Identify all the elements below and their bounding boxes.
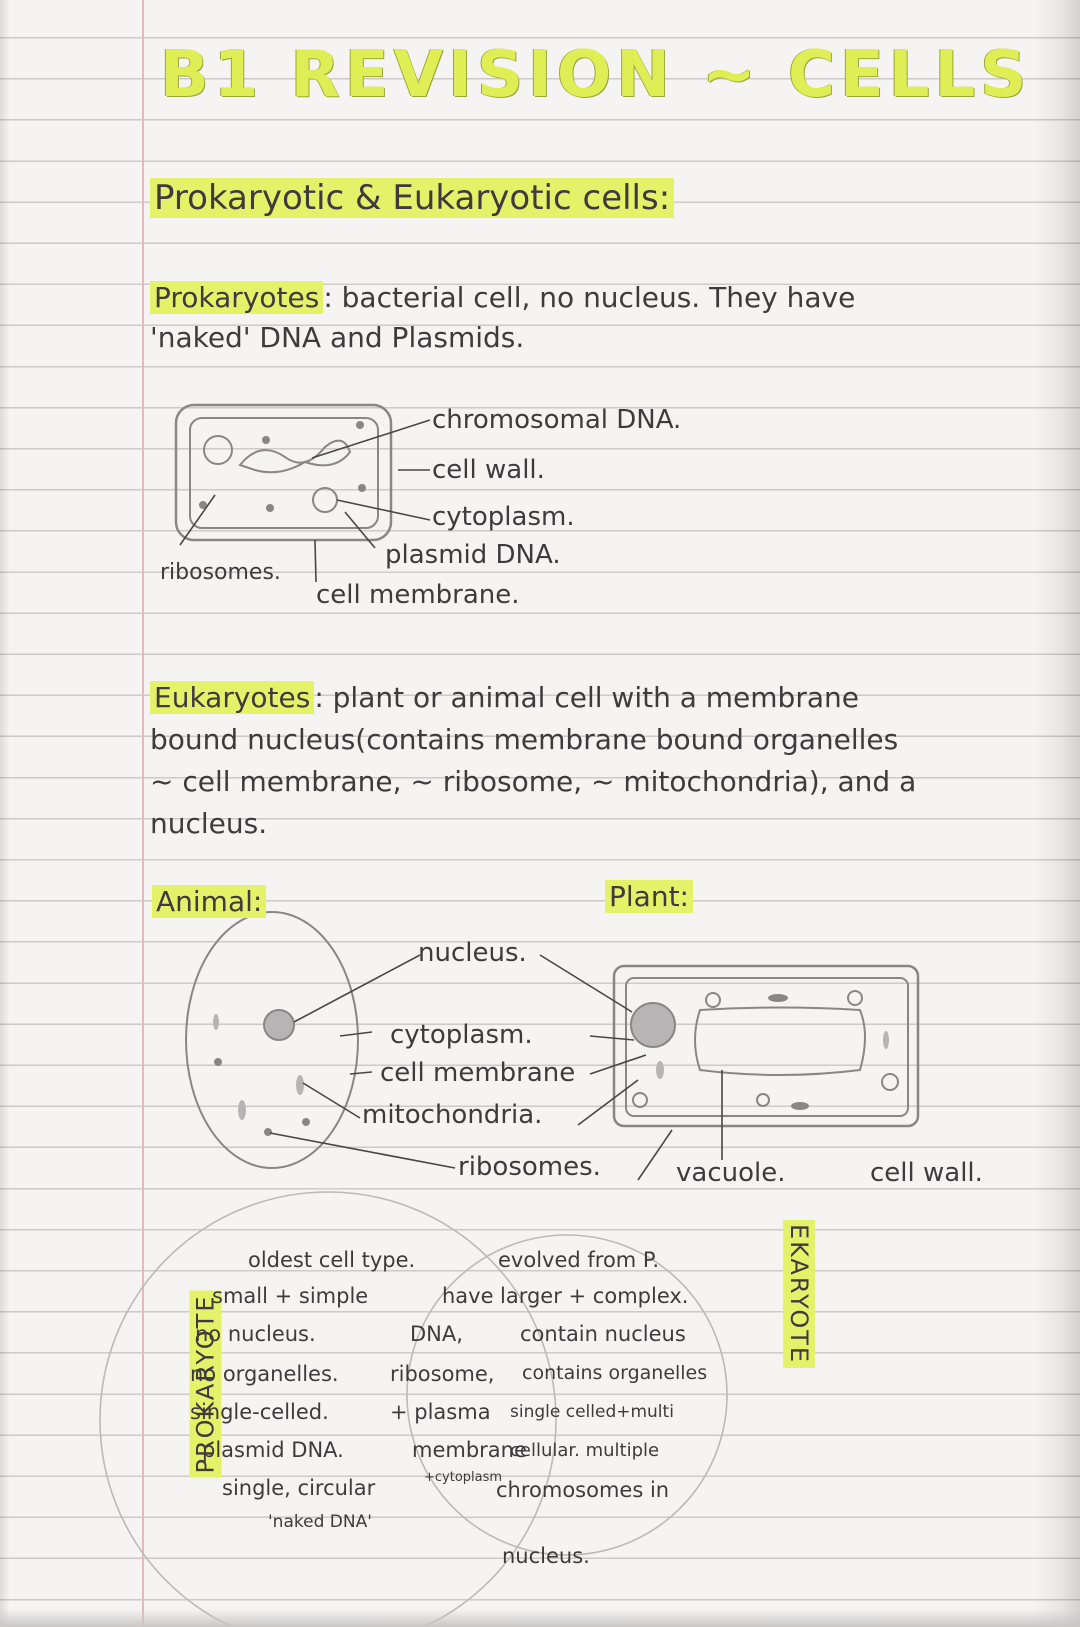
eukaryotes-line-1-text: : plant or animal cell with a membrane xyxy=(314,681,859,714)
label-ribosomes: ribosomes. xyxy=(160,560,281,585)
label-animal-cytoplasm: cytoplasm. xyxy=(390,1020,533,1050)
venn-label-prokaryote: PROKARYOTE xyxy=(189,1291,221,1478)
label-plasmid-dna: plasmid DNA. xyxy=(385,540,561,570)
label-vacuole: vacuole. xyxy=(676,1158,786,1188)
venn-left-item: 'naked DNA' xyxy=(268,1512,372,1532)
venn-label-eukaryote: EKARYOTE xyxy=(783,1220,815,1368)
animal-heading-text: Animal: xyxy=(152,885,266,918)
venn-right-item: evolved from P. xyxy=(498,1248,659,1272)
venn-left-item: plasmid DNA. xyxy=(202,1438,344,1462)
prokaryotes-line-1-text: : bacterial cell, no nucleus. They have xyxy=(323,281,856,314)
venn-right-item: contain nucleus xyxy=(520,1322,686,1346)
venn-left-item: single, circular xyxy=(222,1476,376,1500)
plant-cell-diagram xyxy=(614,966,918,1126)
label-cytoplasm: cytoplasm. xyxy=(432,502,575,532)
eukaryotes-line-2: bound nucleus(contains membrane bound organelles xyxy=(150,723,899,756)
label-cell-membrane: cell membrane. xyxy=(316,580,520,610)
animal-cell-diagram xyxy=(186,912,358,1168)
venn-right-item: contains organelles xyxy=(522,1362,708,1384)
venn-right-item: cellular. multiple xyxy=(510,1440,660,1461)
label-plant-cell-wall: cell wall. xyxy=(870,1158,983,1188)
label-cell-wall: cell wall. xyxy=(432,455,545,485)
animal-heading xyxy=(152,885,266,918)
venn-middle-item: +cytoplasm xyxy=(424,1470,503,1485)
prokaryotes-term: Prokaryotes xyxy=(150,281,323,314)
venn-right-item: single celled+multi xyxy=(510,1402,674,1422)
eukaryotes-line-1 xyxy=(150,678,859,718)
venn-left-item: no organelles. xyxy=(190,1362,339,1386)
plant-heading xyxy=(605,880,693,913)
page-edge-shadow xyxy=(1034,0,1080,1627)
eukaryotes-term: Eukaryotes xyxy=(150,681,314,714)
venn-left-item: no nucleus. xyxy=(195,1322,316,1346)
venn-middle-item: + plasma xyxy=(390,1400,491,1424)
venn-middle-item: ribosome, xyxy=(390,1362,495,1386)
venn-middle-item: DNA, xyxy=(410,1322,463,1346)
eukaryotes-line-3: ~ cell membrane, ~ ribosome, ~ mitochondria), and a xyxy=(150,765,917,798)
venn-left-item: single-celled. xyxy=(190,1400,329,1424)
venn-middle-item: membrane xyxy=(412,1438,527,1462)
page-bottom-edge xyxy=(0,1609,1080,1627)
venn-right-item: larger + complex. xyxy=(500,1284,689,1308)
venn-left-item: small + simple xyxy=(212,1284,369,1308)
prokaryote-cell-diagram xyxy=(176,405,391,540)
page-title: B1 REVISION ~ CELLS xyxy=(160,38,1032,112)
venn-right-item: chromosomes in xyxy=(496,1478,670,1502)
label-mitochondria: mitochondria. xyxy=(362,1100,543,1130)
venn-right-item: nucleus. xyxy=(502,1544,590,1568)
section-heading-text: Prokaryotic & Eukaryotic cells: xyxy=(150,178,674,218)
plant-heading-text: Plant: xyxy=(605,880,693,913)
prokaryotes-line-2: 'naked' DNA and Plasmids. xyxy=(150,321,525,354)
eukaryotes-line-4: nucleus. xyxy=(150,807,268,840)
label-nucleus: nucleus. xyxy=(418,938,527,968)
label-animal-ribosomes: ribosomes. xyxy=(458,1152,601,1182)
venn-left-item: oldest cell type. xyxy=(248,1248,416,1272)
venn-middle-item: have xyxy=(442,1284,494,1308)
label-chromosomal-dna: chromosomal DNA. xyxy=(432,405,682,435)
label-animal-cell-membrane: cell membrane xyxy=(380,1058,576,1088)
